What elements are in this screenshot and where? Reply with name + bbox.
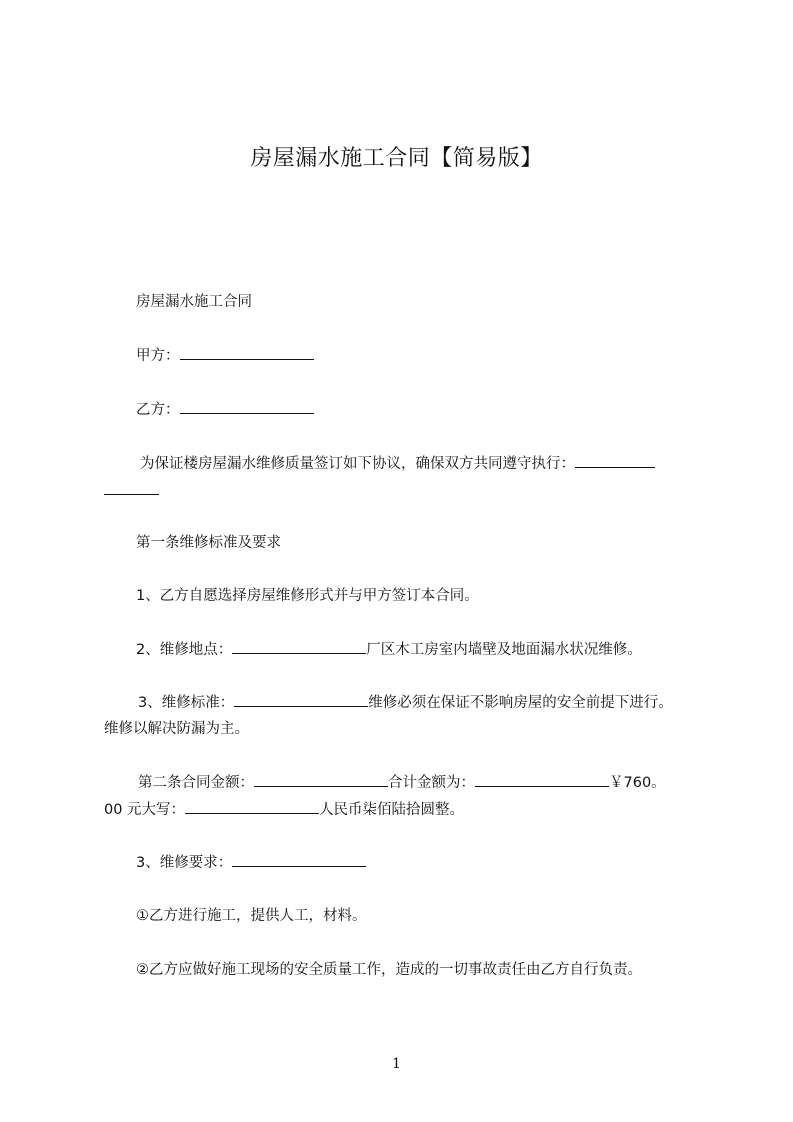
requirement-2: ②乙方应做好施工现场的安全质量工作，造成的一切事故责任由乙方自行负责。 [136, 962, 642, 978]
party-a-line [136, 345, 314, 366]
intro-blank [575, 453, 655, 468]
item-1: 1、乙方自愿选择房屋维修形式并与甲方签订本合同。 [136, 588, 479, 604]
amount-words-text: 人民币柒佰陆拾圆整。 [319, 802, 465, 818]
page-number: 1 [392, 1056, 401, 1072]
article-2-continuation [104, 799, 464, 820]
item-3-continuation: 维修以解决防漏为主。 [104, 721, 249, 737]
amount-figure: ￥760。 [609, 775, 666, 791]
article-2-line [138, 772, 666, 793]
article-1-heading: 第一条维修标准及要求 [136, 535, 281, 551]
item-2-line [136, 639, 642, 660]
contract-amount-blank [254, 772, 388, 787]
party-b-line [136, 399, 314, 420]
intro-line [140, 453, 655, 474]
intro-blank-cont [104, 480, 159, 495]
party-b-blank [180, 399, 314, 414]
total-amount-label: 合计金额为： [388, 775, 475, 791]
intro-blank-cont-line [104, 480, 159, 501]
party-a-label: 甲方： [136, 348, 180, 364]
document-title: 房屋漏水施工合同【简易版】 [250, 146, 543, 171]
amount-words-blank [185, 799, 319, 814]
intro-text: 为保证楼房屋漏水维修质量签订如下协议，确保双方共同遵守执行： [140, 456, 575, 472]
article-2-label: 第二条合同金额： [138, 775, 254, 791]
party-a-blank [180, 345, 314, 360]
requirements-blank [232, 852, 366, 867]
contract-heading: 房屋漏水施工合同 [136, 294, 252, 310]
item-3-label: 3、维修标准： [138, 695, 235, 711]
requirements-label: 3、维修要求： [136, 855, 233, 871]
item-2-blank [232, 639, 366, 654]
item-2-label: 2、维修地点： [136, 642, 233, 658]
item-2-text: 厂区木工房室内墙壁及地面漏水状况维修。 [366, 642, 642, 658]
requirement-1: ①乙方进行施工，提供人工，材料。 [136, 908, 367, 924]
item-3-text: 维修必须在保证不影响房屋的安全前提下进行。 [368, 695, 673, 711]
party-b-label: 乙方： [136, 402, 180, 418]
amount-words-label: 00 元大写： [104, 802, 186, 818]
requirements-line [136, 852, 366, 873]
total-amount-blank [475, 772, 609, 787]
item-3-blank [234, 692, 368, 707]
item-3-line [138, 692, 673, 713]
